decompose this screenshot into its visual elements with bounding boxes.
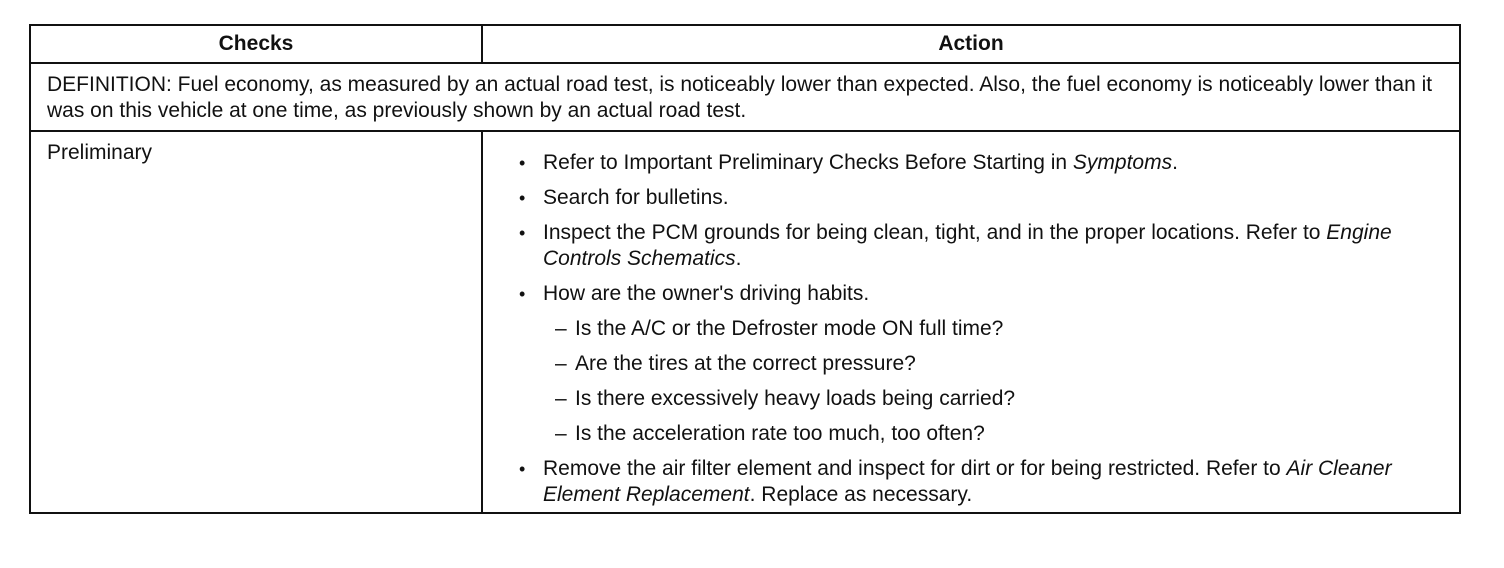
sub-item: – Is there excessively heavy loads being carried? <box>543 386 1449 412</box>
column-divider <box>481 132 483 514</box>
definition-row <box>31 64 1459 132</box>
action-text: How are the owner's driving habits. <box>543 282 870 305</box>
definition-text: DEFINITION: Fuel economy, as measured by an actual road test, is noticeably lower than expected. Also, the fuel economy is noticeably lower than it was on this vehicle at one time, as previously shown by an actual road test. <box>47 73 1433 122</box>
action-item <box>519 220 1449 272</box>
action-text: Refer to Important Preliminary Checks Before Starting in <box>543 151 1073 174</box>
action-text: Inspect the PCM grounds for being clean, tight, and in the proper locations. Refer to <box>543 221 1327 244</box>
action-item <box>519 281 1449 447</box>
action-list <box>519 150 1449 517</box>
table-row <box>31 132 1459 512</box>
action-suffix: . <box>1172 151 1178 174</box>
sub-item: – Are the tires at the correct pressure? <box>543 351 1449 377</box>
header-checks: Checks <box>218 32 294 55</box>
check-label: Preliminary <box>47 141 153 164</box>
table-header-row <box>31 26 1459 64</box>
sub-item: – Is the A/C or the Defroster mode ON full time? <box>543 316 1449 342</box>
header-action: Action <box>938 32 1004 55</box>
action-text: Remove the air filter element and inspect for dirt or for being restricted. Refer to <box>543 457 1287 480</box>
reference-engine-controls-schematics: Engine Controls Schematics <box>543 221 1392 270</box>
sub-item: – Is the acceleration rate too much, too often? <box>543 421 1449 447</box>
diagnostic-table <box>29 24 1461 514</box>
action-item <box>519 150 1449 176</box>
action-item <box>519 456 1449 508</box>
reference-air-cleaner-element-replacement: Air Cleaner Element Replacement <box>543 457 1392 506</box>
action-text: Search for bulletins. <box>543 186 729 209</box>
action-suffix: . Replace as necessary. <box>749 483 973 506</box>
sub-list <box>543 316 1449 447</box>
reference-symptoms: Symptoms <box>1072 151 1173 174</box>
action-item <box>519 185 1449 211</box>
action-suffix: . <box>735 247 742 270</box>
